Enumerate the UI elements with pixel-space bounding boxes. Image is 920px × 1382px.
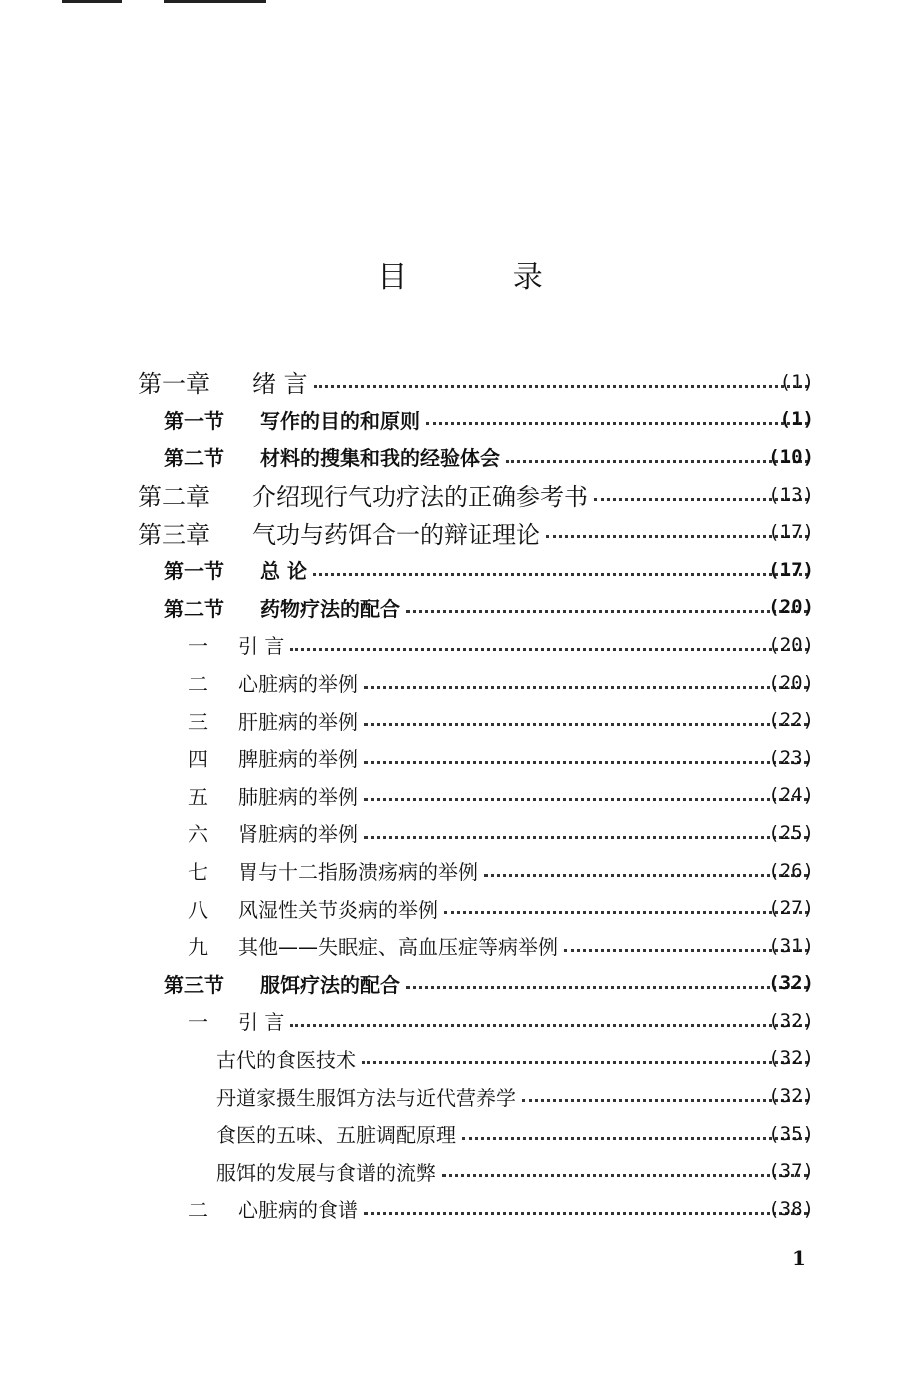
toc-entry[interactable] (0, 1152, 920, 1190)
dot-leader (484, 873, 808, 877)
toc-entry[interactable] (0, 1002, 920, 1040)
toc-entry-number: 九 (188, 935, 208, 960)
toc-entry-title: 肾脏病的举例 (238, 822, 358, 847)
dot-leader (364, 760, 808, 764)
toc-entry-page: (31) (768, 934, 814, 957)
toc-entry-title: 心脏病的举例 (238, 672, 358, 697)
toc-entry-title: 绪 言 (252, 370, 308, 399)
toc-entry[interactable] (0, 852, 920, 890)
toc-entry-number: 一 (188, 1010, 208, 1035)
dot-leader (364, 797, 808, 801)
toc-entry-number: 八 (188, 897, 208, 922)
toc-entry-page: (35) (768, 1122, 814, 1145)
toc-entry[interactable] (0, 889, 920, 927)
toc-entry[interactable] (0, 701, 920, 739)
toc-entry-title: 服饵的发展与食谱的流弊 (216, 1160, 436, 1185)
toc-entry-number: 四 (188, 747, 208, 772)
toc-entry-page: (10) (768, 445, 814, 468)
toc-entry-number: 第二节 (164, 596, 224, 621)
dot-leader (426, 421, 808, 425)
page-number: 1 (792, 1246, 806, 1270)
toc-entry-title: 肝脏病的举例 (238, 709, 358, 734)
toc-entry[interactable] (0, 513, 920, 551)
toc-entry[interactable] (0, 363, 920, 401)
toc-entry-page: (25) (768, 821, 814, 844)
toc-entry-title: 气功与药饵合一的辩证理论 (252, 520, 540, 549)
toc-entry[interactable] (0, 626, 920, 664)
toc-entry[interactable] (0, 1040, 920, 1078)
toc-entry[interactable] (0, 814, 920, 852)
toc-entry-number: 二 (188, 672, 208, 697)
toc-entry-title: 药物疗法的配合 (260, 596, 400, 621)
toc-entry-page: (27) (768, 897, 814, 920)
dot-leader (290, 647, 808, 651)
dot-leader (362, 1060, 808, 1064)
toc-entry-title: 脾脏病的举例 (238, 747, 358, 772)
toc-entry-page: (22) (768, 709, 814, 732)
toc-entry[interactable] (0, 1190, 920, 1228)
toc-entry-title: 食医的五味、五脏调配原理 (216, 1123, 456, 1148)
dot-leader (406, 609, 808, 613)
toc-entry-title: 写作的目的和原则 (260, 408, 420, 433)
toc-entry-title: 总 论 (260, 559, 307, 584)
toc-entry[interactable] (0, 739, 920, 777)
toc-entry[interactable] (0, 476, 920, 514)
toc-entry-page: (38) (768, 1197, 814, 1220)
toc-entry-title: 肺脏病的举例 (238, 784, 358, 809)
toc-entry-number: 第一节 (164, 559, 224, 584)
toc-entry-number: 第二节 (164, 446, 224, 471)
toc-entry-title: 服饵疗法的配合 (260, 972, 400, 997)
toc-entry-title: 材料的搜集和我的经验体会 (260, 446, 500, 471)
toc-entry[interactable] (0, 438, 920, 476)
top-rule-left (62, 0, 122, 3)
toc-entry-title: 引 言 (238, 634, 285, 659)
toc-entry-page: (23) (768, 746, 814, 769)
toc-entry-title: 风湿性关节炎病的举例 (238, 897, 438, 922)
toc-entry-number: 七 (188, 860, 208, 885)
dot-leader (442, 1173, 808, 1177)
toc-entry[interactable] (0, 589, 920, 627)
toc-entry-number: 三 (188, 709, 208, 734)
toc-entry[interactable] (0, 401, 920, 439)
toc-entry-page: (37) (768, 1160, 814, 1183)
toc-entry-page: (1) (779, 408, 814, 431)
dot-leader (290, 1023, 808, 1027)
toc-entry-page: (32) (768, 1047, 814, 1070)
toc-entry-page: (17) (768, 521, 814, 544)
toc-entry-page: (20) (768, 633, 814, 656)
toc-entry[interactable] (0, 965, 920, 1003)
table-of-contents (0, 363, 920, 1228)
dot-leader (522, 1098, 808, 1102)
toc-entry-number: 第三章 (138, 520, 210, 549)
dot-leader (364, 722, 808, 726)
dot-leader (313, 572, 808, 576)
toc-entry-title: 古代的食医技术 (216, 1047, 356, 1072)
toc-entry[interactable] (0, 1077, 920, 1115)
toc-entry-number: 五 (188, 784, 208, 809)
toc-entry-page: (17) (768, 558, 814, 581)
toc-entry[interactable] (0, 1115, 920, 1153)
dot-leader (314, 384, 808, 388)
dot-leader (364, 1211, 808, 1215)
dot-leader (406, 985, 808, 989)
toc-entry-number: 第一章 (138, 370, 210, 399)
toc-entry-number: 第一节 (164, 408, 224, 433)
toc-entry-number: 第二章 (138, 483, 210, 512)
dot-leader (364, 835, 808, 839)
page-title: 目 录 (377, 260, 591, 295)
toc-entry-number: 第三节 (164, 972, 224, 997)
toc-entry-title: 胃与十二指肠溃疡病的举例 (238, 860, 478, 885)
toc-entry[interactable] (0, 777, 920, 815)
toc-entry-page: (20) (768, 596, 814, 619)
dot-leader (444, 910, 808, 914)
toc-entry[interactable] (0, 664, 920, 702)
toc-entry[interactable] (0, 927, 920, 965)
dot-leader (364, 685, 808, 689)
toc-entry-page: (20) (768, 671, 814, 694)
toc-entry-page: (13) (768, 483, 814, 506)
toc-entry-page: (32) (768, 972, 814, 995)
toc-entry-number: 一 (188, 634, 208, 659)
toc-entry-title: 介绍现行气功疗法的正确参考书 (252, 483, 588, 512)
toc-entry-page: (24) (768, 784, 814, 807)
toc-entry-title: 心脏病的食谱 (238, 1198, 358, 1223)
toc-entry-title: 丹道家摄生服饵方法与近代营养学 (216, 1085, 516, 1110)
dot-leader (506, 459, 808, 463)
toc-entry-number: 六 (188, 822, 208, 847)
top-rule-middle (164, 0, 266, 3)
toc-entry-title: 其他——失眠症、高血压症等病举例 (238, 935, 558, 960)
dot-leader (462, 1136, 808, 1140)
toc-entry-title: 引 言 (238, 1010, 285, 1035)
toc-entry-page: (32) (768, 1009, 814, 1032)
toc-entry[interactable] (0, 551, 920, 589)
toc-entry-page: (32) (768, 1085, 814, 1108)
toc-entry-page: (26) (768, 859, 814, 882)
toc-entry-page: (1) (779, 370, 814, 393)
toc-entry-number: 二 (188, 1198, 208, 1223)
